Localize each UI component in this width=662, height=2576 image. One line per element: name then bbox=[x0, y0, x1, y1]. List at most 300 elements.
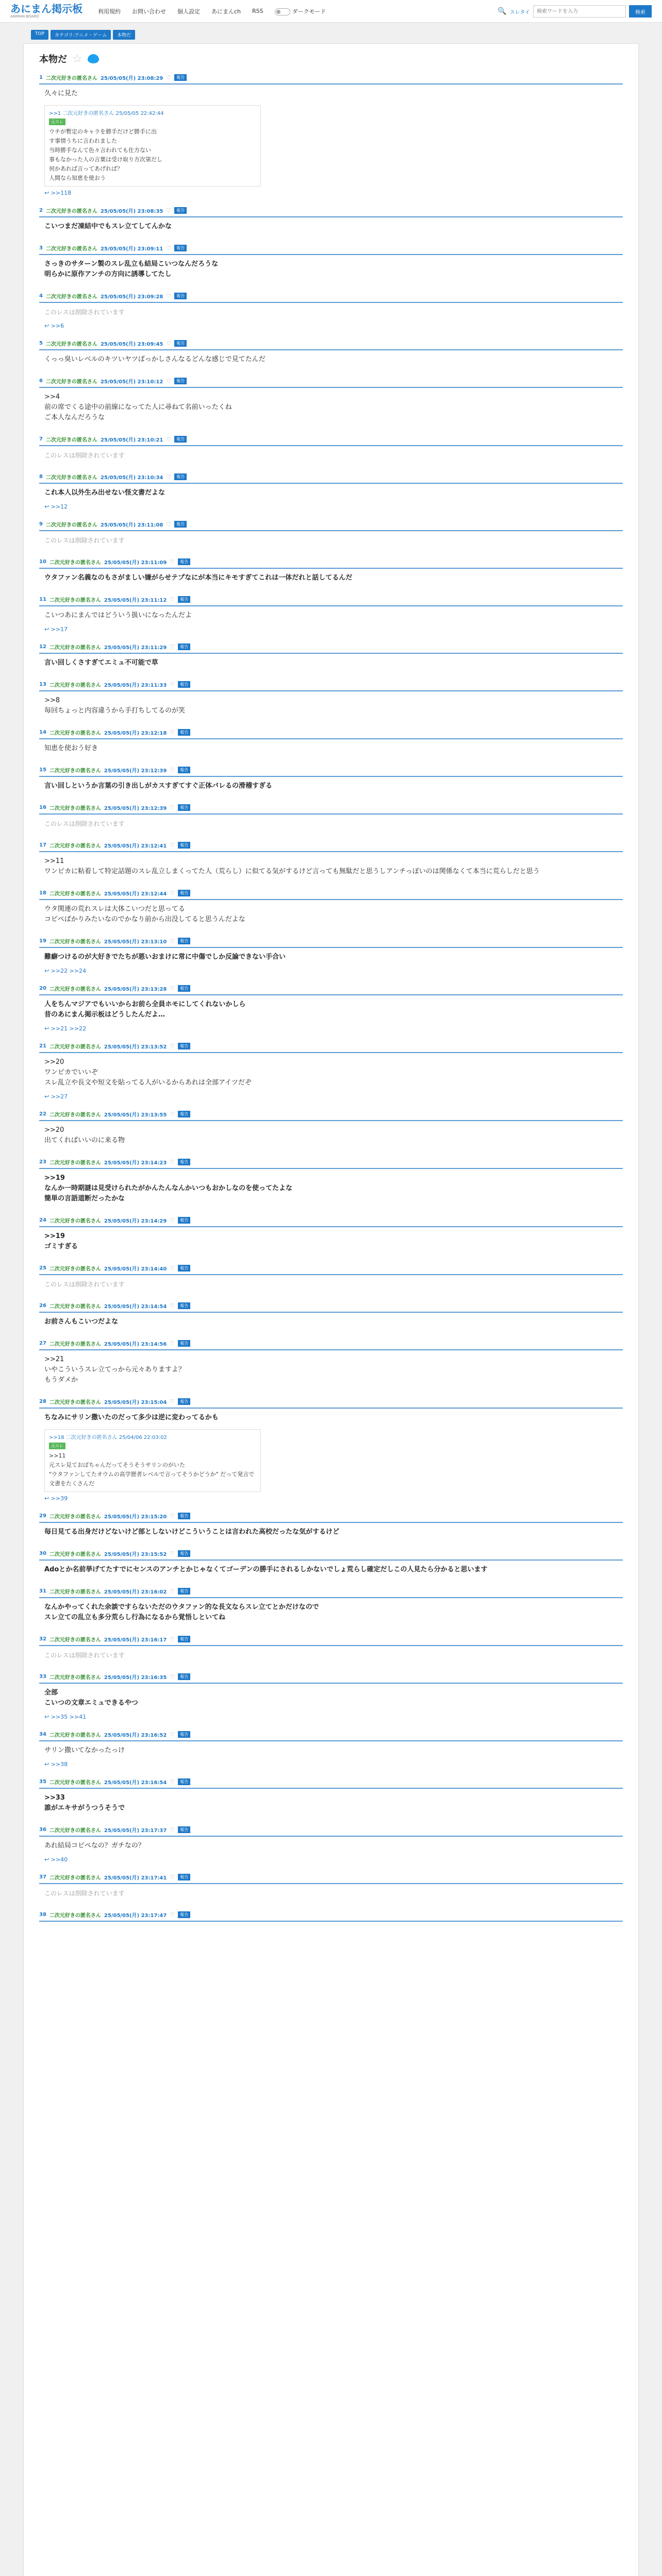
post-number[interactable]: 33 bbox=[39, 1674, 46, 1680]
post-body: >>20 ワンピカでいいぞ スレ乱立や長文や短文を貼ってる人がいるからあれは全部アイツだぞ bbox=[44, 1058, 252, 1087]
report-button[interactable]: 報告 bbox=[178, 1911, 190, 1918]
post-header bbox=[39, 840, 623, 852]
post-date: 25/05/05(月) 23:14:23 bbox=[104, 1160, 167, 1166]
report-button[interactable]: 報告 bbox=[178, 1340, 190, 1347]
post bbox=[39, 727, 623, 756]
post bbox=[39, 206, 623, 234]
post bbox=[39, 803, 623, 831]
post-date: 25/05/05(月) 23:10:21 bbox=[100, 437, 163, 443]
poster-name: 二次元好きの匿名さん bbox=[49, 598, 101, 603]
post-date: 25/05/05(月) 23:15:04 bbox=[104, 1400, 167, 1405]
thread-title-row bbox=[39, 52, 623, 65]
report-button[interactable]: 報告 bbox=[178, 1513, 190, 1519]
reply-anchors[interactable]: >>22 >>24 bbox=[51, 968, 87, 974]
like-heart-icon[interactable]: ♡ bbox=[170, 938, 175, 944]
post bbox=[39, 1397, 623, 1502]
poster-name: 二次元好きの匿名さん bbox=[49, 1112, 101, 1118]
post-date: 25/05/05(月) 23:13:55 bbox=[104, 1112, 167, 1118]
post-date: 25/05/05(月) 23:14:56 bbox=[104, 1342, 167, 1347]
post-header bbox=[39, 1586, 623, 1598]
post-body: >>20 出てくればいいのに来る物 bbox=[44, 1126, 125, 1144]
post-date: 25/05/05(月) 23:10:12 bbox=[100, 379, 163, 385]
reply-links[interactable]: ↩ >>118 bbox=[44, 190, 72, 196]
post-body: 人をちんマジアでもいいからお前ら全員ホモにしてくれないかしら 昔のあにまん掲示板はどうしたんだよ… bbox=[44, 1001, 246, 1019]
like-heart-icon[interactable]: ♡ bbox=[170, 1265, 175, 1272]
post-body: このレスは削除されています bbox=[44, 1281, 125, 1288]
like-heart-icon[interactable]: ♡ bbox=[166, 378, 172, 384]
site-logo[interactable] bbox=[10, 3, 82, 19]
post-date: 25/05/05(月) 23:16:52 bbox=[104, 1733, 167, 1738]
report-button[interactable]: 報告 bbox=[178, 596, 190, 603]
post-body: このレスは削除されています bbox=[44, 309, 125, 316]
reply-anchors[interactable]: >>12 bbox=[51, 503, 68, 510]
reply-anchors[interactable]: >>35 >>41 bbox=[51, 1714, 87, 1720]
post-date: 25/05/05(月) 23:16:54 bbox=[104, 1780, 167, 1786]
poster-name: 二次元好きの匿名さん bbox=[49, 1875, 101, 1881]
post-number[interactable]: 28 bbox=[39, 1399, 46, 1404]
post-date: 25/05/05(月) 23:15:52 bbox=[104, 1552, 167, 1557]
report-button[interactable]: 報告 bbox=[178, 985, 190, 992]
post bbox=[39, 1109, 623, 1148]
report-button[interactable]: 報告 bbox=[174, 207, 187, 214]
post-body: こいつあにまんではどういう扱いになったんだよ bbox=[44, 612, 192, 619]
report-button[interactable]: 報告 bbox=[178, 1217, 190, 1224]
like-heart-icon[interactable]: ♡ bbox=[166, 473, 172, 480]
reply-anchors[interactable]: >>17 bbox=[51, 626, 68, 633]
report-button[interactable]: 報告 bbox=[178, 1826, 190, 1833]
report-button[interactable]: 報告 bbox=[178, 729, 190, 736]
like-heart-icon[interactable]: ♡ bbox=[170, 729, 175, 736]
like-heart-icon[interactable]: ♡ bbox=[170, 767, 175, 773]
like-heart-icon[interactable]: ♡ bbox=[166, 521, 172, 528]
post-number[interactable]: 6 bbox=[39, 378, 43, 384]
post-number[interactable]: 21 bbox=[39, 1043, 46, 1049]
like-heart-icon[interactable]: ♡ bbox=[170, 842, 175, 849]
reply-links[interactable]: ↩ >>12 bbox=[44, 503, 68, 510]
report-button[interactable]: 報告 bbox=[178, 1550, 190, 1557]
poster-name: 二次元好きの匿名さん bbox=[49, 1675, 101, 1681]
post-number[interactable]: 17 bbox=[39, 842, 46, 848]
post bbox=[39, 1263, 623, 1292]
report-button[interactable]: 報告 bbox=[178, 804, 190, 811]
report-button[interactable]: 報告 bbox=[174, 293, 187, 299]
like-heart-icon[interactable]: ♡ bbox=[170, 1911, 175, 1918]
search-bar bbox=[498, 5, 652, 18]
post-date: 25/05/05(月) 23:13:52 bbox=[104, 1044, 167, 1050]
report-button[interactable]: 報告 bbox=[178, 842, 190, 849]
post bbox=[39, 434, 623, 463]
post-number[interactable]: 15 bbox=[39, 767, 46, 773]
post-body: >>19 なんか一時期謎は見受けられたがかんたんなんかいつもおかしなのを使ってたよな 簡単の言語道断だったかな bbox=[44, 1174, 293, 1202]
post-number[interactable]: 22 bbox=[39, 1111, 46, 1117]
post-header bbox=[39, 1777, 623, 1789]
post bbox=[39, 1511, 623, 1539]
nav-settings[interactable]: 個人設定 bbox=[177, 8, 200, 15]
site-header bbox=[0, 0, 662, 23]
post-number[interactable]: 4 bbox=[39, 293, 43, 299]
post-header bbox=[39, 1397, 623, 1409]
like-heart-icon[interactable]: ♡ bbox=[166, 74, 172, 81]
post bbox=[39, 840, 623, 879]
post-header bbox=[39, 243, 623, 255]
like-heart-icon[interactable]: ♡ bbox=[170, 1111, 175, 1117]
like-heart-icon[interactable]: ♡ bbox=[170, 985, 175, 992]
post-body: サリン撒いてなかったっけ bbox=[44, 1747, 125, 1754]
report-button[interactable]: 報告 bbox=[178, 890, 190, 896]
poster-name: 二次元好きの匿名さん bbox=[49, 768, 101, 774]
post-date: 25/05/05(月) 23:16:17 bbox=[104, 1637, 167, 1643]
like-heart-icon[interactable]: ♡ bbox=[170, 1826, 175, 1833]
poster-name: 二次元好きの匿名さん bbox=[45, 522, 97, 528]
post-header bbox=[39, 73, 623, 84]
like-heart-icon[interactable]: ♡ bbox=[170, 1159, 175, 1165]
like-heart-icon[interactable]: ♡ bbox=[170, 1043, 175, 1049]
post-header bbox=[39, 376, 623, 388]
report-button[interactable]: 報告 bbox=[178, 1673, 190, 1680]
like-heart-icon[interactable]: ♡ bbox=[170, 1636, 175, 1642]
reply-links[interactable]: ↩ >>27 bbox=[44, 1093, 68, 1100]
report-button[interactable]: 報告 bbox=[174, 378, 187, 384]
post-header bbox=[39, 595, 623, 606]
post-number[interactable]: 34 bbox=[39, 1732, 46, 1737]
poster-name: 二次元好きの匿名さん bbox=[49, 1304, 101, 1310]
like-heart-icon[interactable]: ♡ bbox=[170, 643, 175, 650]
like-heart-icon[interactable]: ♡ bbox=[170, 804, 175, 811]
quote-body: ウチが暫定のキャラを勝手だけど勝手に出 す事情うちに言われました 当時勝手なんて色々言われても仕方ない 事もなかった人の言葉は受け取り方次第だし 何かあれば言ってあげれば？ 人間なら知恵を使おう bbox=[49, 128, 162, 181]
poster-name: 二次元好きの匿名さん bbox=[49, 1589, 101, 1595]
like-heart-icon[interactable]: ♡ bbox=[166, 293, 172, 299]
post-number[interactable]: 31 bbox=[39, 1588, 46, 1594]
reply-links[interactable]: ↩ >>35 >>41 bbox=[44, 1714, 87, 1720]
post-body: 毎日見てる出身だけどないけど部としないけどこういうことは言われた高校だったな気がするけど bbox=[44, 1528, 340, 1536]
quote-header: >>18 二次元好きの匿名さん 25/04/06 22:03:02 bbox=[49, 1435, 167, 1440]
post-body: このレスは削除されています bbox=[44, 452, 125, 459]
post-number[interactable]: 19 bbox=[39, 938, 46, 944]
like-heart-icon[interactable]: ♡ bbox=[166, 245, 172, 251]
like-heart-icon[interactable]: ♡ bbox=[170, 1340, 175, 1347]
search-input[interactable] bbox=[533, 5, 626, 18]
poster-name: 二次元好きの匿名さん bbox=[49, 1342, 101, 1347]
thread-container bbox=[23, 43, 639, 2576]
post-header bbox=[39, 984, 623, 995]
post bbox=[39, 1777, 623, 1816]
post-header bbox=[39, 291, 623, 303]
post-header bbox=[39, 1263, 623, 1275]
report-button[interactable]: 報告 bbox=[174, 74, 187, 81]
post bbox=[39, 936, 623, 974]
quoted-post[interactable] bbox=[44, 105, 261, 187]
poster-name: 二次元好きの匿名さん bbox=[45, 246, 97, 252]
poster-name: 二次元好きの匿名さん bbox=[49, 891, 101, 897]
like-heart-icon[interactable]: ♡ bbox=[170, 1588, 175, 1595]
post-number[interactable]: 8 bbox=[39, 474, 43, 480]
post-number[interactable]: 38 bbox=[39, 1912, 46, 1918]
post-header bbox=[39, 557, 623, 569]
reply-anchors[interactable]: >>39 bbox=[51, 1495, 68, 1502]
quote-header: >>1 二次元好きの匿名さん 25/05/05 22:42:44 bbox=[49, 111, 164, 116]
post-header bbox=[39, 1338, 623, 1350]
poster-name: 二次元好きの匿名さん bbox=[49, 987, 101, 992]
post-body: >>11 ワンピカに粘着して特定話題のスレ乱立しまくってた人（荒らし）に似てる気がするけど言っても無駄だと思うしアンチっぽいのは関係なくて本当に荒らしだと思う bbox=[44, 857, 540, 875]
poster-name: 二次元好きの匿名さん bbox=[45, 379, 97, 385]
favorite-star-icon[interactable]: ☆ bbox=[72, 52, 82, 65]
post bbox=[39, 1825, 623, 1863]
post-header bbox=[39, 1215, 623, 1227]
post-number[interactable]: 1 bbox=[39, 75, 43, 80]
post-body: 言い回しというか言葉の引き出しがカスすぎてすぐ正体バレるの滑稽すぎる bbox=[44, 782, 273, 790]
like-heart-icon[interactable]: ♡ bbox=[170, 596, 175, 603]
report-button[interactable]: 報告 bbox=[178, 1874, 190, 1880]
like-heart-icon[interactable]: ♡ bbox=[170, 1731, 175, 1738]
post-body: Adoとか名前挙げてたすでにセンスのアンチとかじゃなくてゴーデンの勝手にされるしかないでしょ荒らし確定だしこの人見たら分かると思います bbox=[44, 1566, 488, 1573]
report-button[interactable]: 報告 bbox=[178, 767, 190, 773]
post-number[interactable]: 24 bbox=[39, 1217, 46, 1223]
post-number[interactable]: 12 bbox=[39, 644, 46, 650]
report-button[interactable]: 報告 bbox=[178, 1636, 190, 1642]
post-body: 言い回しくさすぎてエミュ不可能で草 bbox=[44, 659, 158, 667]
poster-name: 二次元好きの匿名さん bbox=[49, 560, 101, 566]
report-button[interactable]: 報告 bbox=[174, 436, 187, 443]
quote-tag: 元スレ bbox=[49, 118, 65, 125]
like-heart-icon[interactable]: ♡ bbox=[170, 681, 175, 688]
quote-tag: 元スレ bbox=[49, 1443, 65, 1449]
report-button[interactable]: 報告 bbox=[174, 473, 187, 480]
search-scope-select[interactable]: スレタイ bbox=[509, 9, 530, 15]
post-number[interactable]: 36 bbox=[39, 1827, 46, 1833]
reply-links[interactable]: ↩ >>6 bbox=[44, 323, 64, 329]
post-date: 25/05/05(月) 23:12:39 bbox=[104, 768, 167, 774]
nav-rss[interactable]: RSS bbox=[252, 8, 263, 14]
breadcrumb-thread[interactable]: 本物だ bbox=[113, 30, 135, 40]
post-header bbox=[39, 1157, 623, 1169]
post-date: 25/05/05(月) 23:17:37 bbox=[104, 1828, 167, 1834]
post-body: このレスは削除されています bbox=[44, 537, 125, 544]
post-number[interactable]: 30 bbox=[39, 1551, 46, 1556]
report-button[interactable]: 報告 bbox=[178, 1778, 190, 1785]
post bbox=[39, 1549, 623, 1577]
post-date: 25/05/05(月) 23:11:33 bbox=[104, 683, 167, 688]
poster-name: 二次元好きの匿名さん bbox=[49, 1552, 101, 1557]
like-heart-icon[interactable]: ♡ bbox=[170, 1217, 175, 1224]
report-button[interactable]: 報告 bbox=[174, 340, 187, 347]
reply-anchors[interactable]: >>6 bbox=[51, 323, 64, 329]
post-date: 25/05/05(月) 23:12:44 bbox=[104, 891, 167, 897]
poster-name: 二次元好きの匿名さん bbox=[49, 1828, 101, 1834]
post-date: 25/05/05(月) 23:15:20 bbox=[104, 1514, 167, 1520]
post-number[interactable]: 23 bbox=[39, 1159, 46, 1165]
report-button[interactable]: 報告 bbox=[178, 681, 190, 688]
post-header bbox=[39, 1910, 623, 1922]
post-body: このレスは削除されています bbox=[44, 820, 125, 827]
post-header bbox=[39, 1730, 623, 1741]
post bbox=[39, 1872, 623, 1901]
poster-name: 二次元好きの匿名さん bbox=[45, 475, 97, 481]
post-number[interactable]: 18 bbox=[39, 890, 46, 896]
nav-terms[interactable]: 利用規約 bbox=[98, 8, 121, 15]
post-number[interactable]: 3 bbox=[39, 245, 43, 251]
post-date: 25/05/05(月) 23:16:02 bbox=[104, 1589, 167, 1595]
like-heart-icon[interactable]: ♡ bbox=[170, 1778, 175, 1785]
post-number[interactable]: 20 bbox=[39, 986, 46, 991]
post-header bbox=[39, 1825, 623, 1837]
quoted-post[interactable] bbox=[44, 1429, 261, 1492]
like-heart-icon[interactable]: ♡ bbox=[166, 207, 172, 214]
like-heart-icon[interactable]: ♡ bbox=[170, 890, 175, 896]
twitter-share-icon[interactable] bbox=[88, 54, 99, 63]
post-body: くっっ臭いレベルのキツいヤツばっかしさんなるどんな感じで見てたんだ bbox=[44, 355, 266, 363]
breadcrumb-category[interactable]: カテゴリ:アニメ・ゲーム bbox=[51, 30, 111, 40]
post-header bbox=[39, 1301, 623, 1313]
post-header bbox=[39, 1549, 623, 1561]
poster-name: 二次元好きの匿名さん bbox=[49, 683, 101, 688]
post-number[interactable]: 32 bbox=[39, 1636, 46, 1642]
thread-title: 本物だ bbox=[39, 54, 67, 65]
post-number[interactable]: 10 bbox=[39, 559, 46, 565]
report-button[interactable]: 報告 bbox=[178, 558, 190, 565]
post-body: 難癖つけるのが大好きでたちが悪いおまけに常に中傷でしか反論できない手合い bbox=[44, 953, 286, 961]
reply-links[interactable]: ↩ >>39 bbox=[44, 1495, 68, 1502]
post bbox=[39, 1634, 623, 1663]
post-body: >>4 前の席でくる途中の前線になってた人に尋ねて名前いったくね ご本人なんだろうな bbox=[44, 393, 232, 421]
breadcrumb-top[interactable]: TOP bbox=[31, 30, 48, 40]
post bbox=[39, 1301, 623, 1329]
post-body: ウタ関連の荒れスレは大体こいつだと思ってる コピペばかりみたいなのでかなり前から出没してると思うんだよな bbox=[44, 905, 245, 923]
report-button[interactable]: 報告 bbox=[174, 245, 187, 251]
header-nav bbox=[98, 7, 326, 15]
post bbox=[39, 472, 623, 510]
post-number[interactable]: 29 bbox=[39, 1513, 46, 1519]
reply-anchors[interactable]: >>118 bbox=[51, 190, 72, 196]
like-heart-icon[interactable]: ♡ bbox=[170, 558, 175, 565]
report-button[interactable]: 報告 bbox=[174, 521, 187, 528]
post-date: 25/05/05(月) 23:09:11 bbox=[100, 246, 163, 252]
post-number[interactable]: 9 bbox=[39, 521, 43, 527]
post-header bbox=[39, 434, 623, 446]
post-number[interactable]: 14 bbox=[39, 730, 46, 735]
post-header bbox=[39, 1672, 623, 1684]
like-heart-icon[interactable]: ♡ bbox=[170, 1398, 175, 1405]
post-date: 25/05/05(月) 23:12:41 bbox=[104, 843, 167, 849]
post bbox=[39, 595, 623, 633]
reply-anchors[interactable]: >>21 >>22 bbox=[51, 1025, 87, 1032]
poster-name: 二次元好きの匿名さん bbox=[49, 806, 101, 811]
report-button[interactable]: 報告 bbox=[178, 1398, 190, 1405]
post-header bbox=[39, 642, 623, 654]
report-button[interactable]: 報告 bbox=[178, 1265, 190, 1272]
like-heart-icon[interactable]: ♡ bbox=[170, 1874, 175, 1880]
reply-links[interactable]: ↩ >>17 bbox=[44, 626, 68, 633]
post bbox=[39, 888, 623, 927]
post-body: お前さんもこいつだよな bbox=[44, 1318, 119, 1326]
nav-darkmode[interactable] bbox=[275, 7, 326, 15]
post-date: 25/05/05(月) 23:09:28 bbox=[100, 294, 163, 300]
post-body: ちなみにサリン撒いたのだって多少は逆に変わってるかも bbox=[44, 1414, 219, 1421]
darkmode-toggle[interactable] bbox=[275, 8, 290, 15]
poster-name: 二次元好きの匿名さん bbox=[49, 1733, 101, 1738]
post bbox=[39, 765, 623, 793]
post bbox=[39, 642, 623, 670]
post-date: 25/05/05(月) 23:14:40 bbox=[104, 1266, 167, 1272]
report-button[interactable]: 報告 bbox=[178, 1043, 190, 1049]
report-button[interactable]: 報告 bbox=[178, 938, 190, 944]
post-body: >>19 ゴミすぎる bbox=[44, 1232, 78, 1250]
post-number[interactable]: 7 bbox=[39, 436, 43, 442]
like-heart-icon[interactable]: ♡ bbox=[170, 1550, 175, 1557]
post bbox=[39, 376, 623, 425]
report-button[interactable]: 報告 bbox=[178, 1588, 190, 1595]
like-heart-icon[interactable]: ♡ bbox=[166, 340, 172, 347]
reply-links[interactable]: ↩ >>40 bbox=[44, 1856, 68, 1863]
reply-anchors[interactable]: >>40 bbox=[51, 1856, 68, 1863]
like-heart-icon[interactable]: ♡ bbox=[166, 436, 172, 443]
post-number[interactable]: 13 bbox=[39, 682, 46, 687]
post-number[interactable]: 16 bbox=[39, 805, 46, 810]
nav-animanch[interactable]: あにまんch bbox=[211, 8, 241, 15]
poster-name: 二次元好きの匿名さん bbox=[45, 294, 97, 300]
report-button[interactable]: 報告 bbox=[178, 643, 190, 650]
like-heart-icon[interactable]: ♡ bbox=[170, 1673, 175, 1680]
reply-anchors[interactable]: >>38 bbox=[51, 1761, 68, 1768]
post-body: 全部 こいつの文章エミュできるやつ bbox=[44, 1689, 138, 1707]
post-body: 久々に見た bbox=[44, 90, 78, 97]
post-header bbox=[39, 1511, 623, 1523]
post-date: 25/05/05(月) 23:10:34 bbox=[100, 475, 163, 481]
post bbox=[39, 1586, 623, 1625]
post bbox=[39, 1730, 623, 1768]
post-number[interactable]: 26 bbox=[39, 1303, 46, 1309]
post-date: 25/05/05(月) 23:11:29 bbox=[104, 645, 167, 651]
poster-name: 二次元好きの匿名さん bbox=[49, 843, 101, 849]
report-button[interactable]: 報告 bbox=[178, 1111, 190, 1117]
post-number[interactable]: 2 bbox=[39, 208, 43, 213]
report-button[interactable]: 報告 bbox=[178, 1302, 190, 1309]
poster-name: 二次元好きの匿名さん bbox=[45, 209, 97, 214]
like-heart-icon[interactable]: ♡ bbox=[170, 1302, 175, 1309]
post-number[interactable]: 37 bbox=[39, 1874, 46, 1880]
reply-links[interactable]: ↩ >>22 >>24 bbox=[44, 968, 87, 974]
quote-body: >>11 元スレ見ておばちゃんだってそうそうサリンのがいた "ウタファンしてたオウムの高学歴者レベルで言ってそうかどうか" だって発言で文書をたくさんだ bbox=[49, 1452, 255, 1487]
darkmode-label: ダークモード bbox=[292, 8, 326, 15]
reply-links[interactable]: ↩ >>38 bbox=[44, 1761, 68, 1768]
post-number[interactable]: 27 bbox=[39, 1341, 46, 1346]
post-date: 25/05/05(月) 23:08:35 bbox=[100, 209, 163, 214]
report-button[interactable]: 報告 bbox=[178, 1159, 190, 1165]
post bbox=[39, 1157, 623, 1206]
report-button[interactable]: 報告 bbox=[178, 1731, 190, 1738]
post-date: 25/05/05(月) 23:13:28 bbox=[104, 987, 167, 992]
reply-links[interactable]: ↩ >>21 >>22 bbox=[44, 1025, 87, 1032]
post-date: 25/05/05(月) 23:11:08 bbox=[100, 522, 163, 528]
post-date: 25/05/05(月) 23:14:29 bbox=[104, 1218, 167, 1224]
like-heart-icon[interactable]: ♡ bbox=[170, 1513, 175, 1519]
poster-name: 二次元好きの匿名さん bbox=[49, 1266, 101, 1272]
post-number[interactable]: 11 bbox=[39, 597, 46, 602]
post-list bbox=[39, 73, 623, 1922]
post-header bbox=[39, 936, 623, 948]
post-header bbox=[39, 519, 623, 531]
reply-anchors[interactable]: >>27 bbox=[51, 1093, 68, 1100]
post-number[interactable]: 35 bbox=[39, 1779, 46, 1785]
post-header bbox=[39, 727, 623, 739]
post-number[interactable]: 5 bbox=[39, 341, 43, 346]
post-header bbox=[39, 1109, 623, 1121]
search-button[interactable]: 検索 bbox=[629, 5, 652, 18]
post-number[interactable]: 25 bbox=[39, 1265, 46, 1271]
post-date: 25/05/05(月) 23:17:47 bbox=[104, 1913, 167, 1919]
post-date: 25/05/05(月) 23:13:10 bbox=[104, 939, 167, 945]
post-header bbox=[39, 803, 623, 815]
nav-contact[interactable]: お問い合わせ bbox=[132, 8, 166, 15]
